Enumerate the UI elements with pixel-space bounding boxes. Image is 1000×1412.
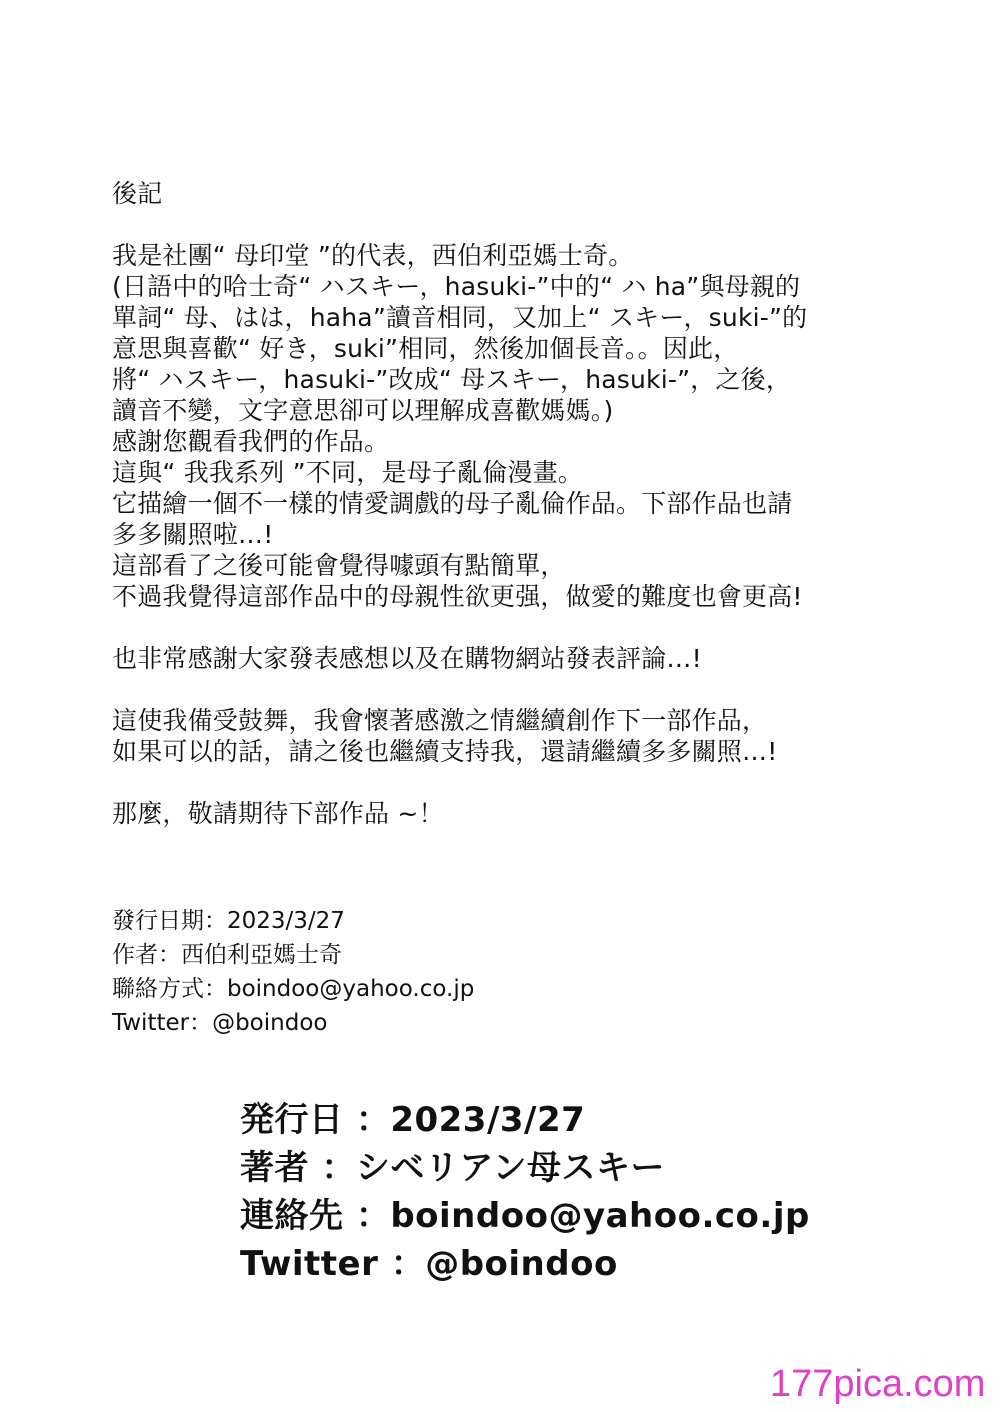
text-line: 多多關照啦…! [112, 520, 274, 549]
text-line: 感謝您觀看我們的作品。 [112, 427, 390, 456]
text-line: 意思與喜歡“ 好き，suki”相同，然後加個長音。。因此， [112, 334, 739, 363]
publication-info-jp [240, 1096, 940, 1288]
afterword-title: 後記 [112, 179, 163, 208]
text-line: 它描繪一個不一樣的情愛調戲的母子亂倫作品。下部作品也請 [112, 489, 793, 518]
text-line: 這與“ 我我系列 ”不同，是母子亂倫漫畫。 [112, 458, 583, 487]
text-line: 我是社團“ 母印堂 ”的代表，西伯利亞媽士奇。 [112, 241, 634, 270]
release-date-jp: 発行日 ：2023/3/27 [240, 1100, 586, 1140]
text-line: 那麼，敬請期待下部作品 ~！ [112, 799, 444, 828]
twitter-zh: Twitter：@boindoo [112, 1010, 328, 1036]
author-jp: 著者 ：シベリアン母スキー [240, 1148, 665, 1188]
afterword-section [112, 178, 942, 829]
text-line: 不過我覺得這部作品中的母親性欲更强，做愛的難度也會更高! [112, 582, 803, 611]
author-zh: 作者：西伯利亞媽士奇 [112, 942, 342, 968]
text-line: (日語中的哈士奇“ ハスキー，hasuki-”中的“ ハ ha”與母親的 [112, 272, 801, 301]
text-line: 這部看了之後可能會覺得噱頭有點簡單， [112, 551, 566, 580]
publication-info-zh [112, 904, 712, 1040]
text-line: 將“ ハスキー，hasuki-”改成“ 母スキー，hasuki-”，之後， [112, 365, 792, 394]
text-line: 單詞“ 母、はは，haha”讀音相同，又加上“ スキー，suki-”的 [112, 303, 808, 332]
text-line: 也非常感謝大家發表感想以及在購物網站發表評論…! [112, 644, 702, 673]
text-line: 如果可以的話，請之後也繼續支持我，還請繼續多多關照…! [112, 737, 778, 766]
contact-zh: 聯絡方式：boindoo@yahoo.co.jp [112, 976, 475, 1002]
twitter-jp: Twitter ：@boindoo [240, 1244, 618, 1284]
contact-jp: 連絡先 ：boindoo@yahoo.co.jp [240, 1196, 810, 1236]
text-line: 這使我備受鼓舞，我會懷著感激之情繼續創作下一部作品， [112, 706, 768, 735]
release-date-zh: 發行日期：2023/3/27 [112, 908, 345, 934]
watermark-text: 177pica.com [770, 1363, 986, 1405]
text-line: 讀音不變，文字意思卻可以理解成喜歡媽媽。) [112, 396, 614, 425]
